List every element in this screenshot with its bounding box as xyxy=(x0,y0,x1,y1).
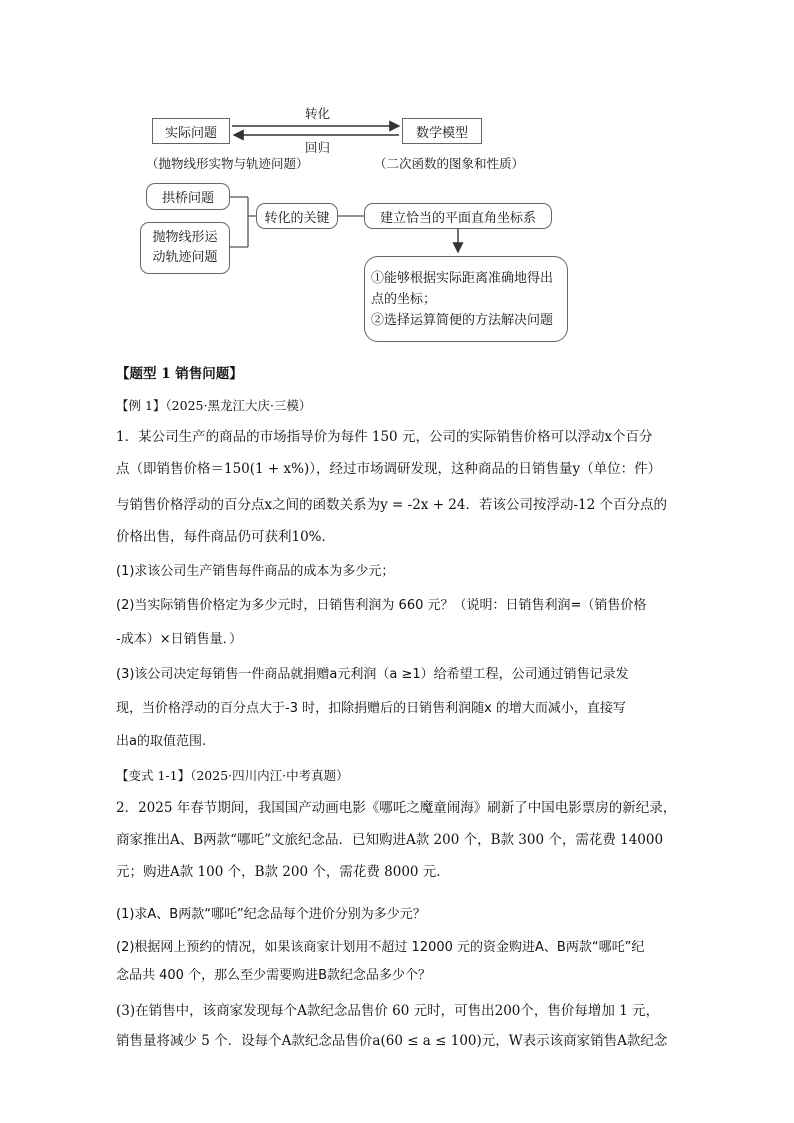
variant1-q2-line2: 念品共 400 个，那么至少需要购进B款纪念品多少个？ xyxy=(116,968,431,983)
caption-left: （抛物线形实物与轨迹问题） xyxy=(146,156,309,171)
variant1-line2: 商家推出A、B两款“哪吒”文旅纪念品．已知购进A款 200 个，B款 300 个，需花费 14000 xyxy=(116,832,664,848)
example1-tag: 【例 1】（2025·黑龙江大庆·三模） xyxy=(116,398,312,413)
variant1-tag: 【变式 1-1】（2025·四川内江·中考真题） xyxy=(116,768,349,783)
example1-q3-line3: 出a的取值范围. xyxy=(116,734,207,749)
example1-q2-line2: -成本）×日销售量．） xyxy=(116,632,243,647)
example1-line4: 价格出售，每件商品仍可获利10%． xyxy=(116,529,336,545)
example1-line2: 点（即销售价格＝150(1 + x%)），经过市场调研发现，这种商品的日销售量y（单位：件） xyxy=(116,461,662,477)
concept-diagram xyxy=(0,0,794,350)
box-real-problem: 实际问题 xyxy=(152,118,230,144)
example1-q3-line2: 现，当价格浮动的百分点大于-3 时，扣除捐赠后的日销售利润随x 的增大而减小，直接写 xyxy=(116,701,626,716)
example1-line3: 与销售价格浮动的百分点x之间的函数关系为y = -2x + 24．若该公司按浮动-12 个百分点的 xyxy=(116,497,668,513)
variant1-q2-line1: (2)根据网上预约的情况，如果该商家计划用不超过 12000 元的资金购进A、B两款“哪吒”纪 xyxy=(116,940,645,955)
example1-line1: 1．某公司生产的商品的市场指导价为每件 150 元，公司的实际销售价格可以浮动x个百分 xyxy=(116,429,653,445)
box-math-model: 数学模型 xyxy=(402,118,482,144)
example1-q2-line1: (2)当实际销售价格定为多少元时，日销售利润为 660 元？（说明：日销售利润=（销售价格 xyxy=(116,598,647,613)
box-key: 转化的关键 xyxy=(256,203,338,229)
box-arch-bridge: 拱桥问题 xyxy=(146,183,230,210)
box-trajectory: 抛物线形运 动轨迹问题 xyxy=(140,222,230,274)
example1-q1: (1)求该公司生产销售每件商品的成本为多少元； xyxy=(116,564,395,579)
box-result: ①能够根据实际距离准确地得出 点的坐标； ②选择运算简便的方法解决问题 xyxy=(364,256,568,342)
box-coordinate-system: 建立恰当的平面直角坐标系 xyxy=(364,203,552,229)
variant1-q1: (1)求A、B两款“哪吒”纪念品每个进价分别为多少元？ xyxy=(116,907,426,922)
variant1-line1: 2．2025 年春节期间，我国国产动画电影《哪吒之魔童闹海》刷新了中国电影票房的新纪录， xyxy=(116,800,677,816)
caption-right: （二次函数的图象和性质） xyxy=(374,156,525,171)
variant1-q3-line2: 销售量将减少 5 个．设每个A款纪念品售价a(60 ≤ a ≤ 100)元，W表示该商家销售A款纪念 xyxy=(116,1033,668,1049)
variant1-q3-line1: (3)在销售中，该商家发现每个A款纪念品售价 60 元时，可售出200个，售价每增加 1 元， xyxy=(116,1003,660,1019)
section-title: 【题型 1 销售问题】 xyxy=(116,366,243,382)
arrow-label-return: 回归 xyxy=(305,140,331,155)
example1-q3-line1: (3)该公司决定每销售一件商品就捐赠a元利润（a ≥1）给希望工程，公司通过销售记录发 xyxy=(116,667,629,682)
arrow-label-transform: 转化 xyxy=(305,106,331,121)
variant1-line3: 元；购进A款 100 个，B款 200 个，需花费 8000 元． xyxy=(116,864,450,880)
